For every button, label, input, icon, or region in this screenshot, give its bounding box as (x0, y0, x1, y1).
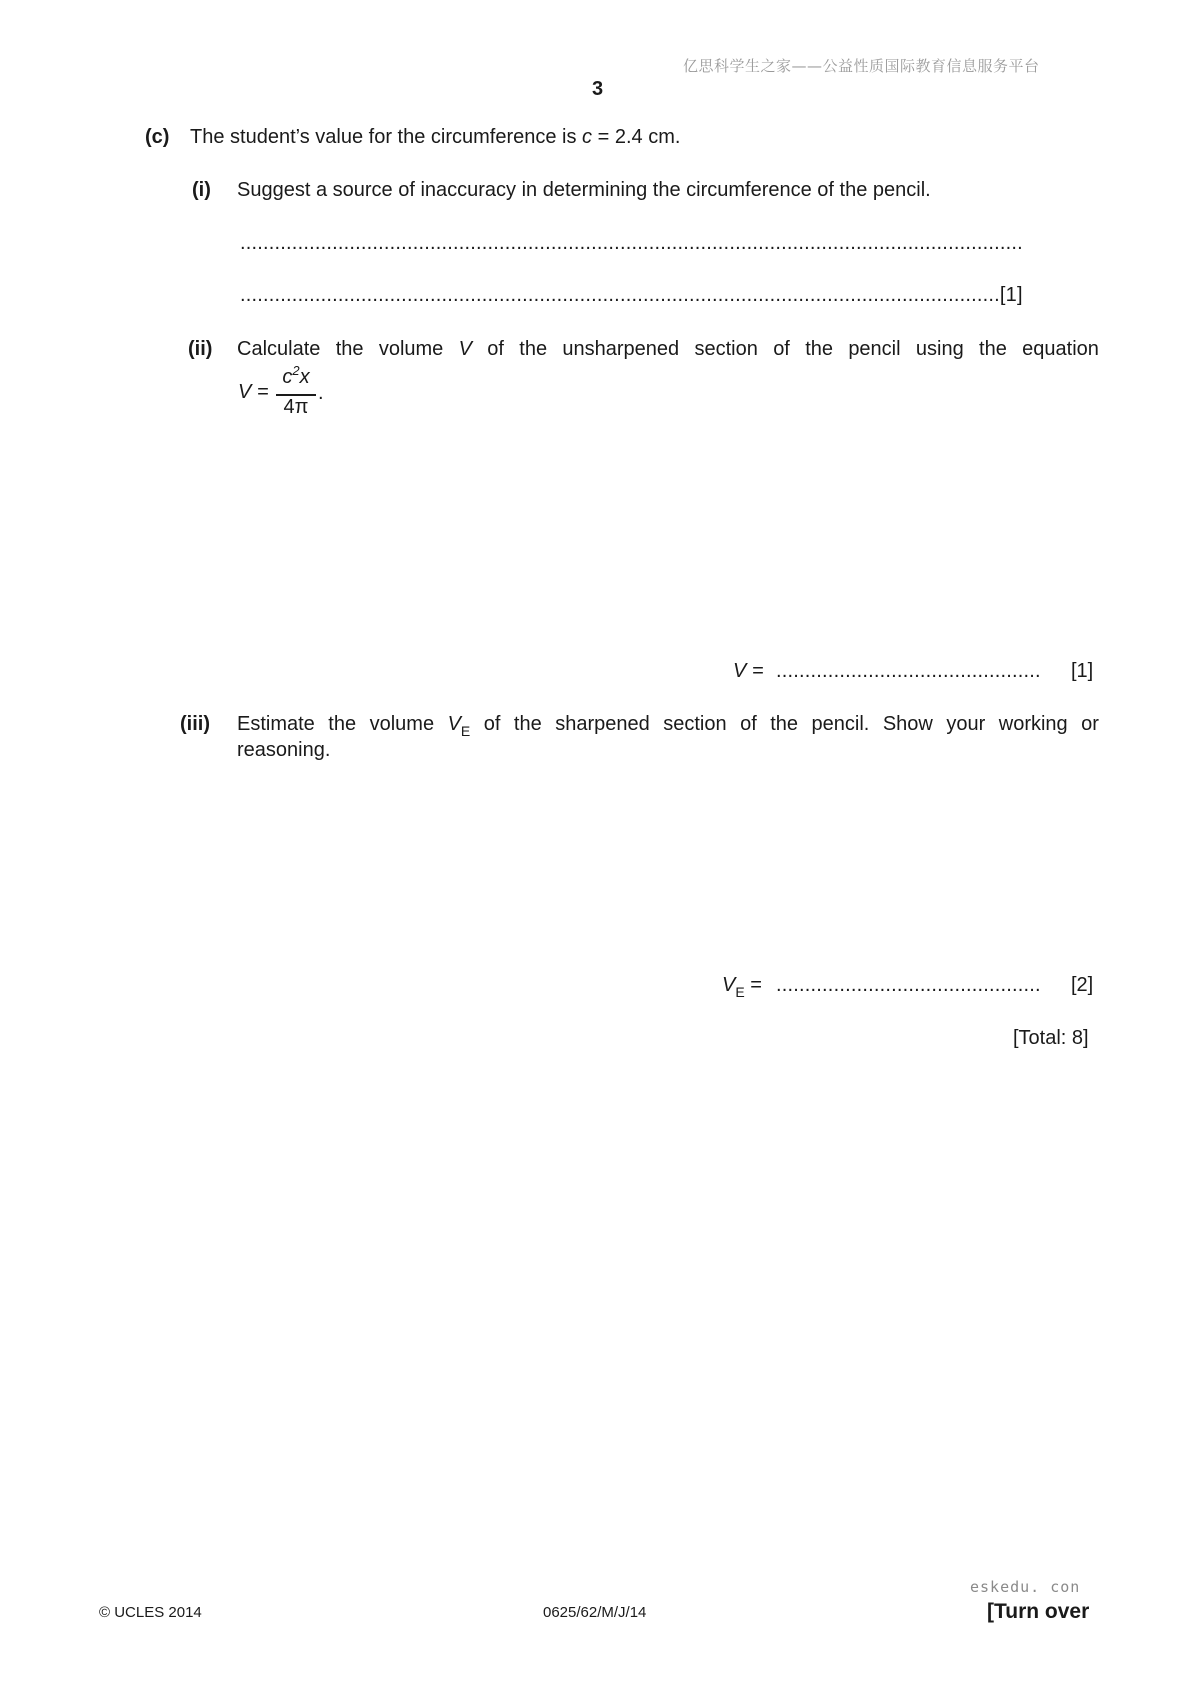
part-c-var-c: c (582, 126, 593, 148)
part-ii-word: equation (1022, 338, 1099, 360)
part-iii-marks: [2] (1071, 974, 1094, 996)
part-c-label: (c) (145, 126, 170, 148)
part-iii-answer-sub: E (735, 984, 745, 1000)
part-iii-question-line-2: reasoning. (237, 739, 331, 761)
part-iii-word: or (1081, 713, 1099, 735)
part-iii-word: Show (882, 713, 933, 735)
part-iii-answer-v: V (722, 974, 736, 996)
part-ii-answer-var (733, 660, 764, 683)
part-ii-answer-var-text: V = (733, 660, 764, 682)
part-i-answer-line-1[interactable]: ........................................................................................................................................ (240, 232, 1023, 254)
part-ii-question (237, 338, 1099, 361)
equation-period: . (318, 382, 324, 404)
part-iii-word: the (513, 713, 542, 735)
footer-watermark: eskedu. con (970, 1578, 1081, 1596)
part-ii-label: (ii) (188, 338, 213, 360)
part-i-question: Suggest a source of inaccuracy in determining the circumference of the pencil. (237, 179, 931, 201)
part-iii-word: the (328, 713, 357, 735)
part-ii-word: volume (378, 338, 444, 360)
turn-over-label: [Turn over (987, 1600, 1090, 1623)
part-ii-word: using (915, 338, 964, 360)
part-c-text-prefix: The student’s value for the circumference is (190, 126, 583, 148)
part-ii-word: the (335, 338, 364, 360)
part-c-text (190, 126, 680, 149)
equation-num-exponent: 2 (292, 363, 300, 378)
equation-lhs (238, 381, 269, 404)
equation-lhs-text: V = (238, 381, 269, 403)
part-iii-word: section (663, 713, 727, 735)
part-ii-word: section (694, 338, 758, 360)
equation-num-x: x (299, 366, 310, 388)
part-c-text-suffix: = 2.4 cm. (592, 126, 681, 148)
part-i-label: (i) (192, 179, 211, 201)
part-iii-word: pencil. (811, 713, 870, 735)
header-watermark: 亿思科学生之家——公益性质国际教育信息服务平台 (683, 57, 1040, 75)
part-iii-word: the (770, 713, 799, 735)
part-iii-answer-field[interactable]: .............................................. (776, 974, 1041, 996)
part-ii-word: of (487, 338, 504, 360)
equation-numerator (274, 363, 318, 389)
part-ii-word: the (979, 338, 1007, 360)
part-iii-var-sub: E (460, 723, 471, 739)
part-ii-word: pencil (848, 338, 901, 360)
part-iii-label: (iii) (180, 713, 210, 735)
part-iii-word: Estimate (237, 713, 315, 735)
part-iii-word: of (740, 713, 757, 735)
part-iii-word: of (483, 713, 501, 735)
part-ii-word: unsharpened (562, 338, 680, 360)
part-ii-word: Calculate (237, 338, 321, 360)
equation-fraction (274, 363, 318, 426)
footer-copyright: © UCLES 2014 (99, 1604, 202, 1621)
part-i-answer-line-2[interactable]: ....................................................................................................................................[1] (240, 284, 1023, 306)
part-iii-answer-var (722, 974, 762, 1000)
page-number: 3 (592, 78, 604, 100)
footer-paper-code: 0625/62/M/J/14 (543, 1604, 647, 1621)
part-iii-var-ve (447, 713, 471, 739)
part-ii-word: the (805, 338, 833, 360)
part-iii-word: volume (369, 713, 435, 735)
total-marks: [Total: 8] (1013, 1027, 1089, 1049)
part-iii-word: your (946, 713, 986, 735)
equation-num-c: c (282, 366, 293, 388)
part-iii-answer-eq: = (744, 974, 762, 996)
part-ii-answer-field[interactable]: .............................................. (776, 660, 1041, 682)
part-iii-question-line-1 (237, 713, 1099, 739)
part-iii-word: working (998, 713, 1068, 735)
part-ii-var-v: V (458, 338, 472, 360)
part-iii-var-v: V (447, 713, 461, 735)
part-ii-word: the (519, 338, 548, 360)
part-ii-word: of (773, 338, 790, 360)
part-iii-word: sharpened (555, 713, 650, 735)
equation-denominator: 4π (283, 396, 309, 418)
part-ii-marks: [1] (1071, 660, 1094, 682)
